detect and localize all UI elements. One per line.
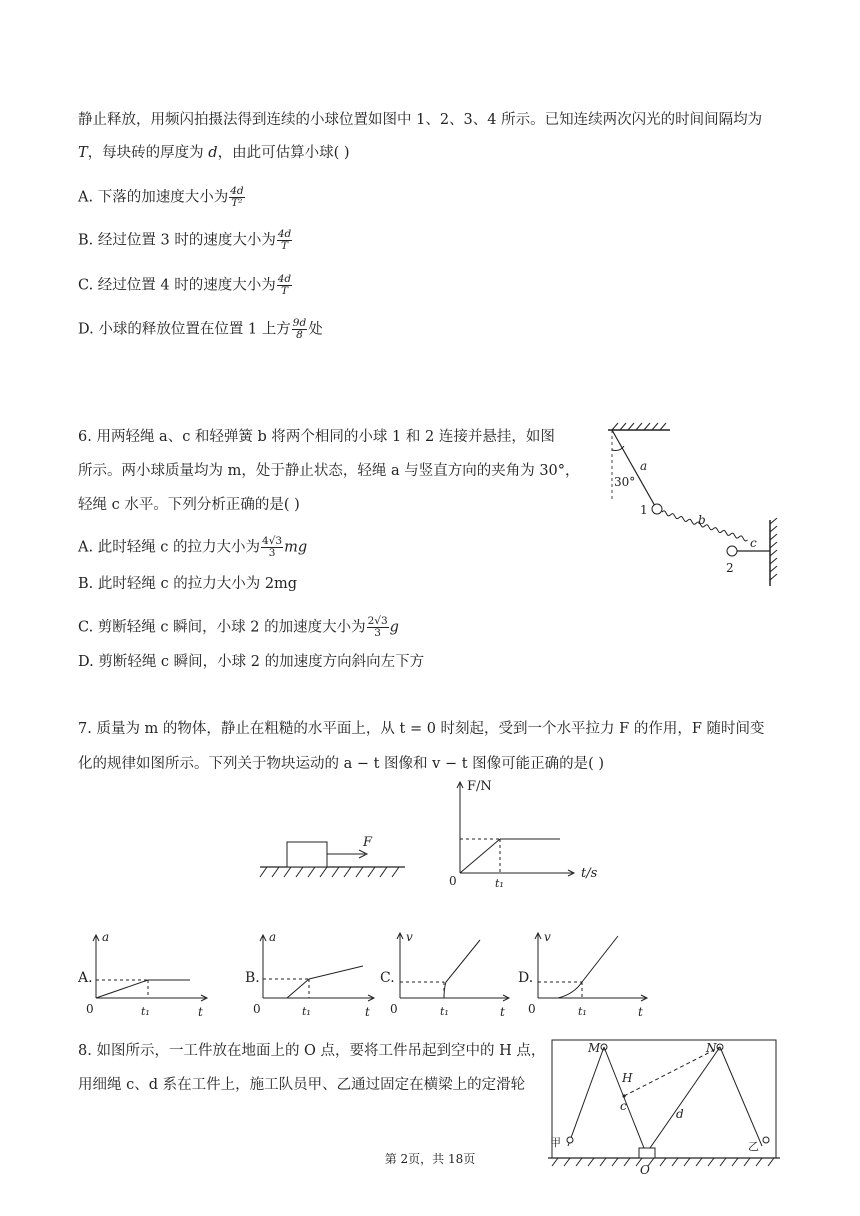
page-number: 第 2页，共 18页: [384, 1152, 476, 1166]
q7-line2: 化的规律如图所示。下列关于物块运动的 a − t 图像和 v − t 图像可能正确的是( ): [78, 756, 605, 772]
q6-option-c: C. 剪断轻绳 c 瞬间，小球 2 的加速度大小为 $\frac{2√3}{3}$ g: [78, 615, 399, 639]
q7-graph-ylabel: F/N: [467, 779, 492, 794]
q6-rope-a-label: a: [640, 459, 648, 473]
q7-option-b-label: B.: [245, 970, 260, 986]
q8-point-h-label: H: [622, 1071, 633, 1085]
q6-line2: 所示。两小球质量均为 m，处于静止状态，轻绳 a 与竖直方向的夹角为 30°，: [78, 463, 580, 479]
q5-line2: T，每块砖的厚度为 d，由此可估算小球( ): [78, 145, 350, 161]
q7-force-label: F: [363, 835, 373, 850]
q6-line3: 轻绳 c 水平。下列分析正确的是( ): [78, 497, 300, 513]
q7-option-c-label: C.: [380, 970, 395, 986]
q5-option-d: D. 小球的释放位置在位置 1 上方 $\frac{9d}{8}$ 处: [78, 317, 323, 341]
q5-option-c: C. 经过位置 4 时的速度大小为 $\frac{4d}{T}$: [78, 273, 292, 297]
q6-angle-label: 30°: [614, 475, 636, 489]
q7-option-b-graph: [245, 928, 385, 1023]
q8-rope-c-label: c: [620, 1099, 627, 1113]
q6-spring-b-label: b: [698, 513, 706, 527]
q5-line1: 静止释放，用频闪拍摄法得到连续的小球位置如图中 1、2、3、4 所示。已知连续两次闪光的时间间隔均为: [78, 112, 763, 128]
q5-option-a: A. 下落的加速度大小为 $\frac{4d}{\text{T²}}$: [78, 185, 244, 209]
q7-graph-origin: 0: [449, 874, 457, 888]
q7-graph-t1: t₁: [495, 877, 504, 890]
q6-option-d: D. 剪断轻绳 c 瞬间，小球 2 的加速度方向斜向左下方: [78, 654, 425, 670]
q7-option-c-graph: [380, 928, 520, 1023]
q8-line1: 8. 如图所示，一工件放在地面上的 O 点，要将工件吊起到空中的 H 点，: [78, 1043, 546, 1059]
q6-figure: [600, 420, 785, 590]
svg-text:t: t: [638, 1005, 643, 1019]
svg-text:v: v: [406, 930, 413, 944]
svg-text:t₁: t₁: [578, 1005, 587, 1018]
q8-line2: 用细绳 c、d 系在工件上，施工队员甲、乙通过固定在横梁上的定滑轮: [78, 1077, 526, 1093]
svg-text:0: 0: [86, 1002, 94, 1016]
svg-text:t: t: [198, 1005, 203, 1019]
svg-text:0: 0: [528, 1002, 536, 1016]
q7-block-figure: [255, 830, 410, 885]
svg-text:t₁: t₁: [141, 1005, 150, 1018]
svg-text:0: 0: [253, 1002, 261, 1016]
svg-text:a: a: [102, 930, 110, 944]
q8-pulley-m-label: M: [588, 1041, 601, 1055]
q6-option-a: A. 此时轻绳 c 的拉力大小为 $\frac{4√3}{3}$ mg: [78, 535, 308, 559]
q7-graph-xlabel: t/s: [581, 866, 598, 881]
q6-rope-c-label: c: [750, 536, 757, 550]
svg-text:t₁: t₁: [302, 1005, 311, 1018]
q8-point-o-label: O: [640, 1163, 650, 1177]
q6-ball-2-label: 2: [726, 561, 734, 575]
q7-option-d-label: D.: [518, 970, 534, 986]
q6-line1: 6. 用两轻绳 a、c 和轻弹簧 b 将两个相同的小球 1 和 2 连接并悬挂，如图: [78, 429, 555, 445]
q6-option-b: B. 此时轻绳 c 的拉力大小为 2mg: [78, 576, 298, 592]
q7-option-d-graph: [518, 928, 658, 1023]
q8-worker-jia-label: 甲: [550, 1136, 561, 1149]
svg-text:a: a: [269, 930, 277, 944]
q7-line1: 7. 质量为 m 的物体，静止在粗糙的水平面上，从 t = 0 时刻起，受到一个水平拉力 F 的作用，F 随时间变: [78, 721, 765, 737]
q7-force-graph: [445, 775, 605, 890]
q7-option-a-graph: [78, 928, 218, 1023]
q8-worker-yi-label: 乙: [748, 1140, 759, 1153]
q5-option-b: B. 经过位置 3 时的速度大小为 $\frac{4d}{T}$: [78, 228, 292, 252]
q7-option-a-label: A.: [78, 970, 93, 986]
q8-pulley-n-label: N: [706, 1041, 717, 1055]
svg-text:t: t: [500, 1005, 505, 1019]
q6-ball-1-label: 1: [640, 503, 648, 517]
svg-text:0: 0: [390, 1002, 398, 1016]
q8-rope-d-label: d: [676, 1107, 684, 1121]
svg-text:v: v: [544, 930, 551, 944]
svg-text:t₁: t₁: [440, 1005, 449, 1018]
svg-text:t: t: [365, 1005, 370, 1019]
